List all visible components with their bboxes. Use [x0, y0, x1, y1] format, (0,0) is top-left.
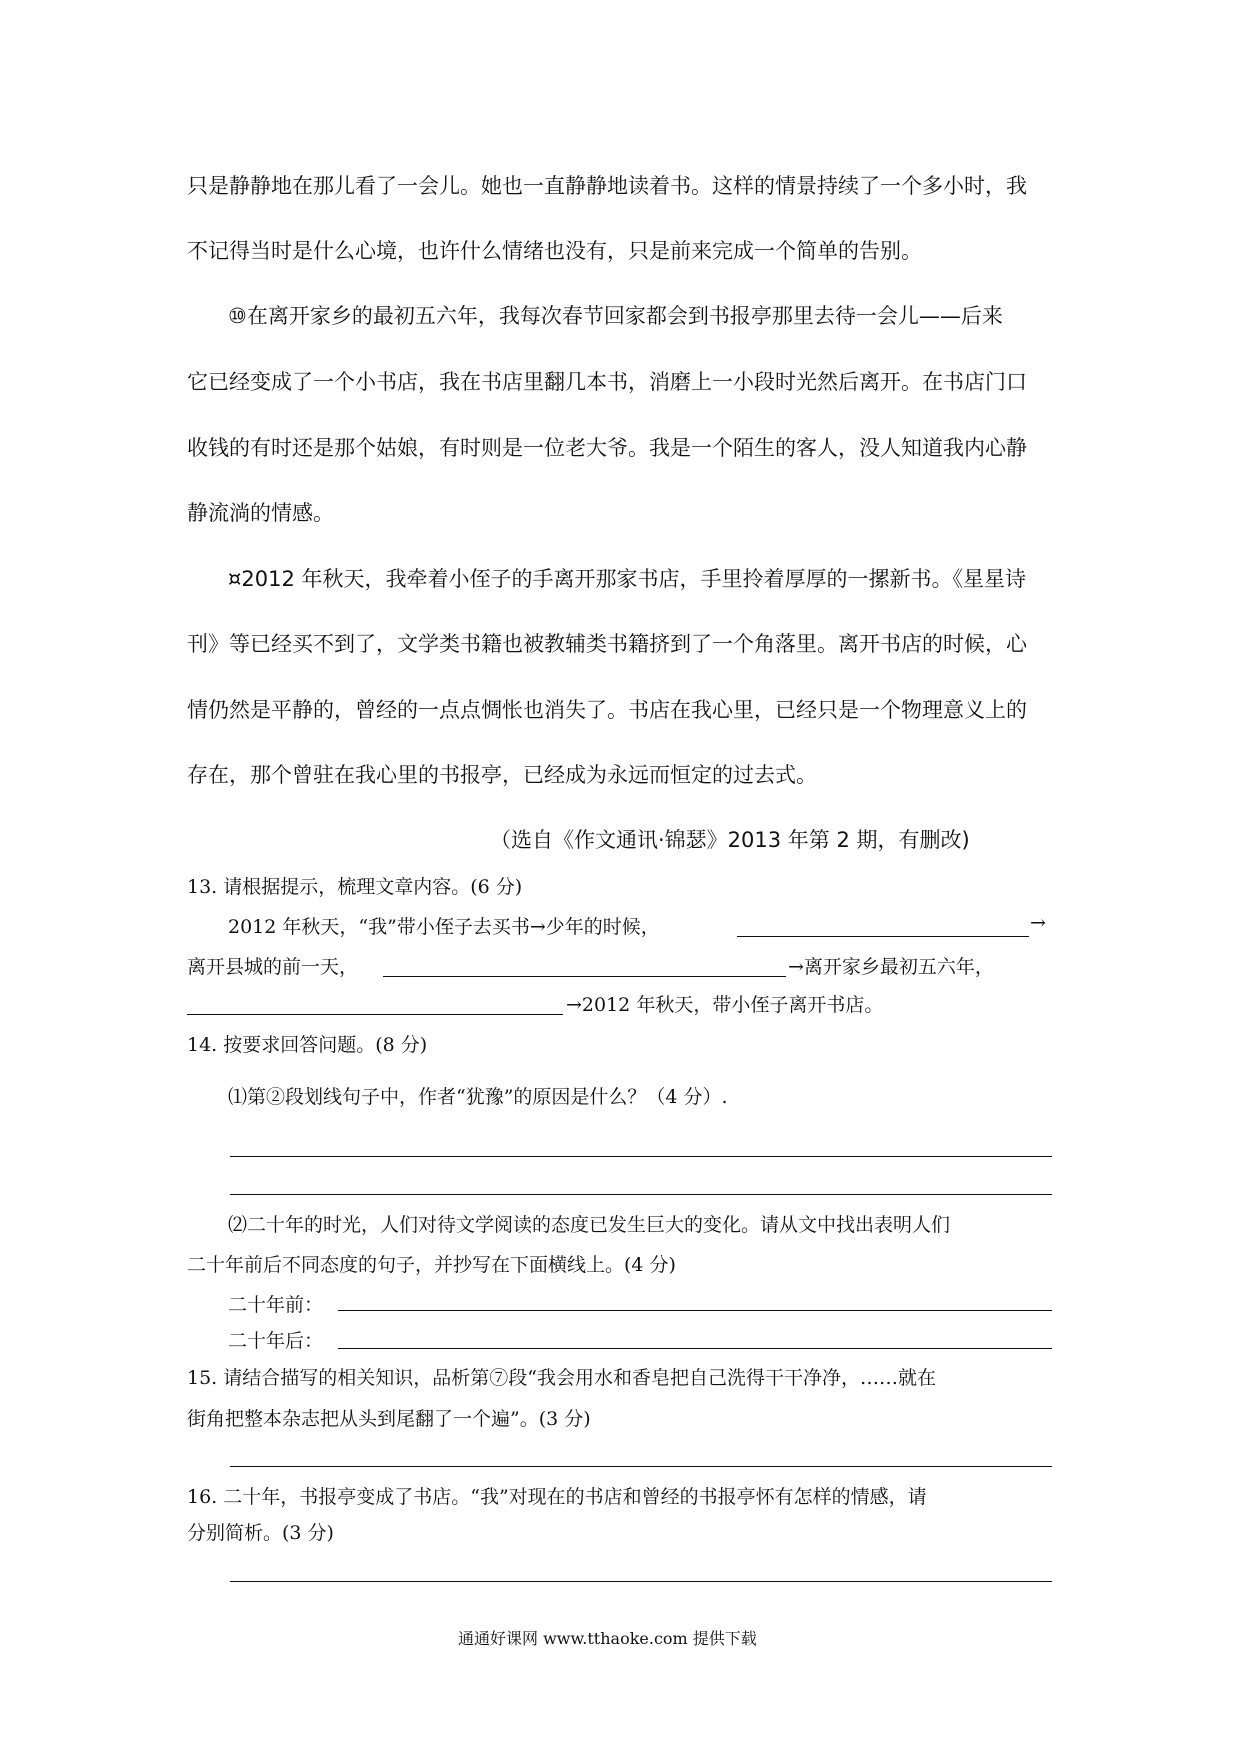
q13-arrow: →	[1030, 912, 1046, 934]
passage-line: 情仍然是平静的，曾经的一点点惆怅也消失了。书店在我心里，已经只是一个物理意义上的	[187, 698, 1027, 722]
q14-before-label: 二十年前：	[228, 1294, 324, 1316]
passage-line: 不记得当时是什么心境，也许什么情绪也没有，只是前来完成一个简单的告别。	[187, 239, 922, 263]
q14-sub1: ⑴第②段划线句子中，作者“犹豫”的原因是什么？（4 分）.	[228, 1086, 728, 1108]
q14-after-answer-line[interactable]	[338, 1348, 1052, 1349]
q13-answer-blank-3[interactable]	[187, 1014, 563, 1015]
q14-answer-line-2[interactable]	[230, 1194, 1052, 1195]
passage-line: 存在，那个曾驻在我心里的书报亭，已经成为永远而恒定的过去式。	[187, 763, 817, 787]
passage-line: 静流淌的情感。	[187, 501, 334, 525]
q14-sub2: 二十年前后不同态度的句子，并抄写在下面横线上。(4 分)	[187, 1254, 676, 1276]
q13-segment: 2012 年秋天，“我”带小侄子去买书→少年的时候，	[228, 916, 660, 938]
page-footer: 通通好课网 www.tthaoke.com 提供下载	[458, 1629, 757, 1648]
passage-line: 它已经变成了一个小书店，我在书店里翻几本书，消磨上一小段时光然后离开。在书店门口	[187, 370, 1027, 394]
q16-answer-line[interactable]	[230, 1581, 1052, 1582]
q14-prompt: 14. 按要求回答问题。(8 分)	[187, 1034, 428, 1056]
passage-line: ⑩在离开家乡的最初五六年，我每次春节回家都会到书报亭那里去待一会儿——后来	[228, 304, 1003, 328]
q16-prompt: 16. 二十年，书报亭变成了书店。“我”对现在的书店和曾经的书报亭怀有怎样的情感，请	[187, 1486, 927, 1508]
passage-line: 刊》等已经买不到了，文学类书籍也被教辅类书籍挤到了一个角落里。离开书店的时候，心	[187, 632, 1027, 656]
passage-line: 只是静静地在那儿看了一会儿。她也一直静静地读着书。这样的情景持续了一个多小时，我	[187, 174, 1027, 198]
q13-answer-blank-1[interactable]	[737, 936, 1029, 937]
q13-segment: 离开县城的前一天，	[187, 956, 359, 978]
q13-segment: →2012 年秋天，带小侄子离开书店。	[566, 994, 884, 1016]
source-citation: （选自《作文通讯·锦瑟》2013 年第 2 期，有删改)	[490, 828, 970, 852]
q14-answer-line-1[interactable]	[230, 1156, 1052, 1157]
q13-answer-blank-2[interactable]	[383, 976, 786, 977]
q16-prompt: 分别简析。(3 分)	[187, 1522, 334, 1544]
q14-before-answer-line[interactable]	[338, 1310, 1052, 1311]
q15-prompt: 街角把整本杂志把从头到尾翻了一个遍”。(3 分)	[187, 1408, 591, 1430]
q14-sub2: ⑵二十年的时光，人们对待文学阅读的态度已发生巨大的变化。请从文中找出表明人们	[228, 1214, 951, 1236]
passage-line: 收钱的有时还是那个姑娘，有时则是一位老大爷。我是一个陌生的客人，没人知道我内心静	[187, 436, 1027, 460]
passage-line: ¤2012 年秋天，我牵着小侄子的手离开那家书店，手里拎着厚厚的一摞新书。《星星诗	[228, 567, 1026, 591]
q14-after-label: 二十年后：	[228, 1330, 324, 1352]
q13-segment: →离开家乡最初五六年，	[788, 956, 994, 978]
q15-answer-line[interactable]	[230, 1466, 1052, 1467]
q13-prompt: 13. 请根据提示，梳理文章内容。(6 分)	[187, 876, 523, 898]
q15-prompt: 15. 请结合描写的相关知识，品析第⑦段“我会用水和香皂把自己洗得干干净净，……就在	[187, 1367, 936, 1389]
